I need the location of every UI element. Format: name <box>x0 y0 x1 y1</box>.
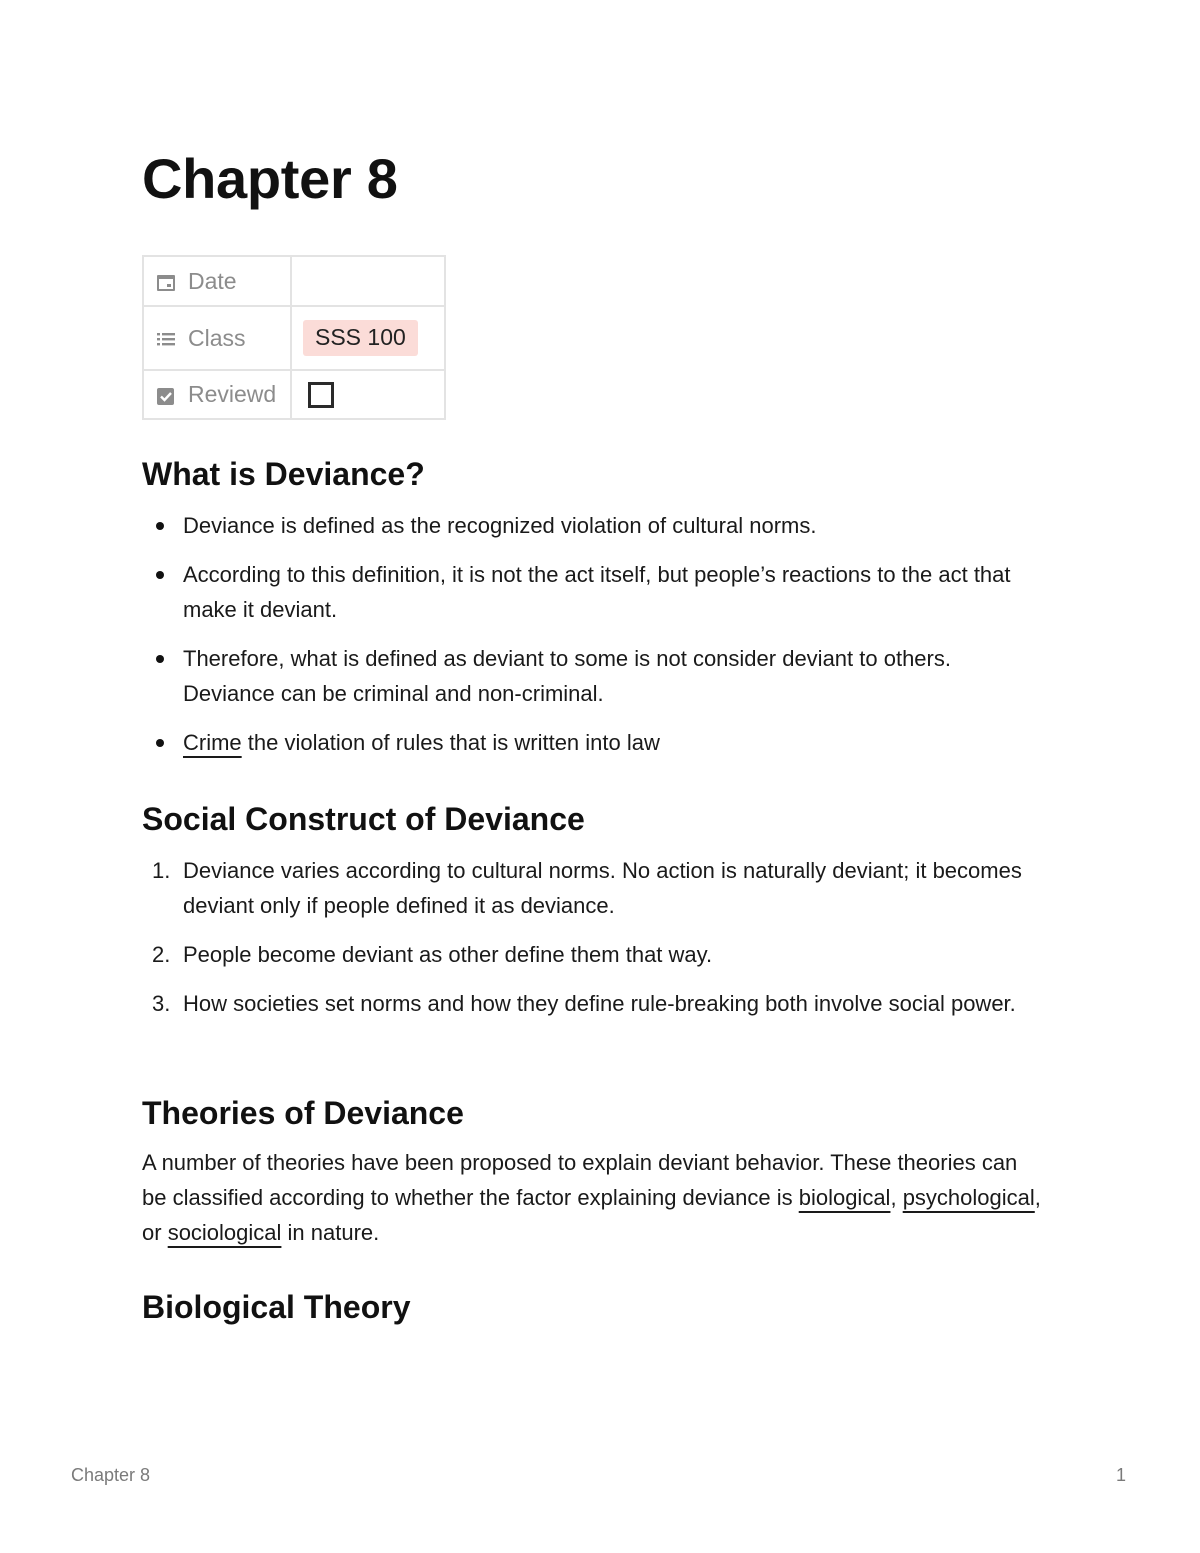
list-number: 2. <box>152 942 171 967</box>
page-title: Chapter 8 <box>142 147 398 210</box>
footer-title: Chapter 8 <box>71 1465 151 1485</box>
bullet-icon <box>156 739 164 747</box>
heading-social-construct: Social Construct of Deviance <box>142 801 585 837</box>
deviance-bullet-list <box>142 508 1042 774</box>
property-label-class: Class <box>188 324 246 351</box>
page-number: 1 <box>1116 1465 1127 1485</box>
construct-numbered-list <box>142 853 1042 1035</box>
heading-biological-theory: Biological Theory <box>142 1289 411 1325</box>
crime-term: Crime <box>183 730 242 755</box>
heading-what-is-deviance: What is Deviance? <box>142 456 425 492</box>
list-item: 1. Deviance varies according to cultural norms. No action is naturally deviant; it becomes deviant only if people defined it as deviance. <box>142 853 1042 923</box>
reviewed-checkbox[interactable] <box>308 382 334 408</box>
property-row-reviewed <box>143 370 445 419</box>
class-tag[interactable]: SSS 100 <box>303 320 418 356</box>
list-item: 3. How societies set norms and how they define rule-breaking both involve social power. <box>142 986 1042 1021</box>
bullet-icon <box>156 655 164 663</box>
list-number: 1. <box>152 858 171 883</box>
bullet-icon <box>156 571 164 579</box>
list-icon <box>156 328 176 348</box>
calendar-icon <box>156 271 176 291</box>
checkbox-icon <box>156 385 176 405</box>
bullet-icon <box>156 522 164 530</box>
list-item: 2. People become deviant as other define them that way. <box>142 937 1042 972</box>
property-row-class <box>143 306 445 370</box>
theories-paragraph: A number of theories have been proposed to explain deviant behavior. These theories can be classified according to whether the factor explaining deviance is biological, psychological, or sociological in nature. <box>142 1150 1041 1245</box>
term-biological: biological <box>798 1185 891 1210</box>
list-item: Deviance is defined as the recognized violation of cultural norms. <box>142 508 1042 543</box>
heading-theories: Theories of Deviance <box>142 1095 464 1131</box>
list-number: 3. <box>152 991 171 1016</box>
list-item: Crime the violation of rules that is written into law <box>142 725 1042 760</box>
list-item: Therefore, what is defined as deviant to some is not consider deviant to others. Deviance can be criminal and non-criminal. <box>142 641 1042 711</box>
property-value-date[interactable] <box>291 256 445 306</box>
property-label-reviewed: Reviewd <box>188 381 277 407</box>
term-psychological: psychological <box>902 1185 1035 1210</box>
properties-table <box>142 255 446 420</box>
list-item: According to this definition, it is not the act itself, but people’s reactions to the act that make it deviant. <box>142 557 1042 627</box>
property-row-date <box>143 256 445 306</box>
property-label-date: Date <box>188 267 237 294</box>
term-sociological: sociological <box>167 1220 282 1245</box>
